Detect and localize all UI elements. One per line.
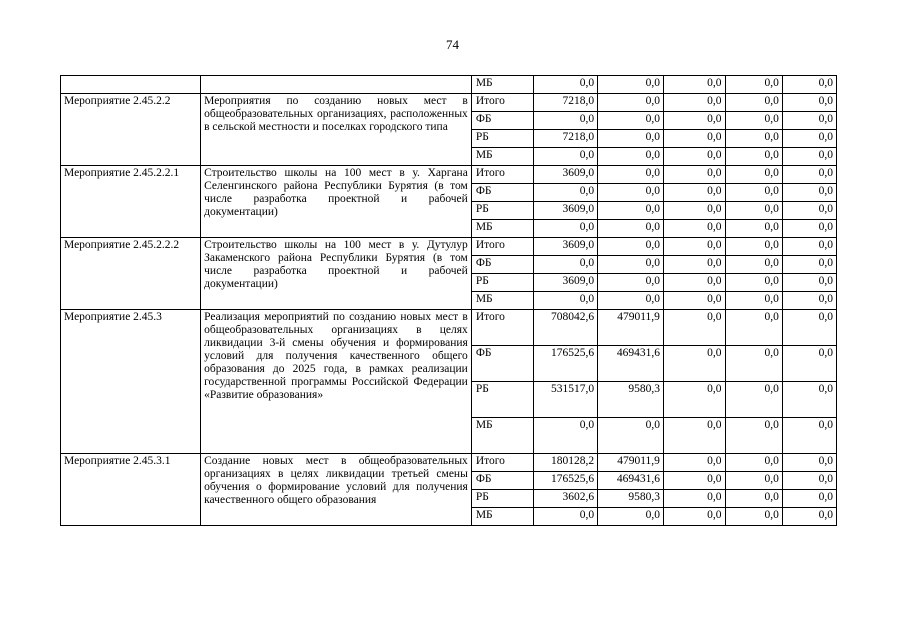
value-cell: 3602,6 bbox=[534, 490, 598, 508]
value-cell: 469431,6 bbox=[598, 472, 664, 490]
value-cell: 0,0 bbox=[598, 130, 664, 148]
value-cell: 0,0 bbox=[534, 292, 598, 310]
value-cell: 0,0 bbox=[725, 94, 782, 112]
value-cell: 0,0 bbox=[663, 202, 725, 220]
value-cell: 0,0 bbox=[663, 256, 725, 274]
value-cell: 0,0 bbox=[782, 508, 836, 526]
value-cell: 0,0 bbox=[725, 508, 782, 526]
table-body bbox=[61, 76, 837, 526]
measure-code: Мероприятие 2.45.3 bbox=[61, 310, 201, 454]
source-cell: ФБ bbox=[471, 112, 534, 130]
value-cell: 0,0 bbox=[663, 490, 725, 508]
value-cell: 0,0 bbox=[725, 292, 782, 310]
value-cell: 0,0 bbox=[663, 76, 725, 94]
value-cell: 0,0 bbox=[782, 184, 836, 202]
source-cell: МБ bbox=[471, 292, 534, 310]
value-cell: 0,0 bbox=[663, 112, 725, 130]
value-cell: 0,0 bbox=[725, 274, 782, 292]
value-cell: 0,0 bbox=[782, 310, 836, 346]
value-cell: 0,0 bbox=[725, 166, 782, 184]
value-cell: 0,0 bbox=[663, 184, 725, 202]
name-cell bbox=[201, 76, 472, 94]
source-cell: ФБ bbox=[471, 256, 534, 274]
value-cell: 0,0 bbox=[663, 346, 725, 382]
measure-name: Создание новых мест в общеобразовательных организациях в целях ликвидации третьей смены обучения о формирование условий для получения качественного общего образования bbox=[201, 454, 472, 526]
value-cell: 0,0 bbox=[663, 130, 725, 148]
value-cell: 0,0 bbox=[598, 238, 664, 256]
value-cell: 3609,0 bbox=[534, 274, 598, 292]
value-cell: 3609,0 bbox=[534, 202, 598, 220]
source-cell: РБ bbox=[471, 274, 534, 292]
value-cell: 0,0 bbox=[598, 274, 664, 292]
page-number: 74 bbox=[446, 37, 459, 52]
value-cell: 0,0 bbox=[725, 202, 782, 220]
source-cell: ФБ bbox=[471, 346, 534, 382]
value-cell: 0,0 bbox=[663, 472, 725, 490]
value-cell: 0,0 bbox=[534, 418, 598, 454]
measure-code: Мероприятие 2.45.3.1 bbox=[61, 454, 201, 526]
table-row bbox=[61, 76, 837, 94]
value-cell: 0,0 bbox=[725, 472, 782, 490]
value-cell: 0,0 bbox=[725, 256, 782, 274]
value-cell: 0,0 bbox=[663, 238, 725, 256]
value-cell: 0,0 bbox=[782, 202, 836, 220]
value-cell: 0,0 bbox=[598, 166, 664, 184]
measure-name: Реализация мероприятий по созданию новых мест в общеобразовательных организациях в целях ликвидации 3-й смены обучения и формирования условий для получения качественного общего образования до 2025 года, в рамках реализации государственной программы Российской Федерации «Развитие образования» bbox=[201, 310, 472, 454]
value-cell: 0,0 bbox=[725, 382, 782, 418]
value-cell: 0,0 bbox=[598, 148, 664, 166]
value-cell: 7218,0 bbox=[534, 130, 598, 148]
value-cell: 0,0 bbox=[598, 76, 664, 94]
table-row bbox=[61, 310, 837, 346]
source-cell: РБ bbox=[471, 130, 534, 148]
code-cell bbox=[61, 76, 201, 94]
value-cell: 0,0 bbox=[534, 184, 598, 202]
value-cell: 0,0 bbox=[663, 292, 725, 310]
value-cell: 0,0 bbox=[725, 238, 782, 256]
table-row bbox=[61, 454, 837, 472]
source-cell: МБ bbox=[471, 76, 534, 94]
value-cell: 0,0 bbox=[782, 166, 836, 184]
value-cell: 0,0 bbox=[598, 220, 664, 238]
source-cell: Итого bbox=[471, 94, 534, 112]
value-cell: 176525,6 bbox=[534, 346, 598, 382]
value-cell: 0,0 bbox=[598, 508, 664, 526]
value-cell: 0,0 bbox=[598, 94, 664, 112]
value-cell: 0,0 bbox=[598, 184, 664, 202]
measure-code: Мероприятие 2.45.2.2.1 bbox=[61, 166, 201, 238]
value-cell: 0,0 bbox=[725, 220, 782, 238]
source-cell: МБ bbox=[471, 418, 534, 454]
value-cell: 0,0 bbox=[534, 508, 598, 526]
value-cell: 0,0 bbox=[663, 508, 725, 526]
measure-code: Мероприятие 2.45.2.2 bbox=[61, 94, 201, 166]
value-cell: 0,0 bbox=[782, 472, 836, 490]
value-cell: 0,0 bbox=[534, 256, 598, 274]
value-cell: 3609,0 bbox=[534, 166, 598, 184]
value-cell: 0,0 bbox=[598, 256, 664, 274]
measure-name: Строительство школы на 100 мест в у. Дутулур Закаменского района Республики Бурятия (в том числе разработка проектной и рабочей документации) bbox=[201, 238, 472, 310]
value-cell: 7218,0 bbox=[534, 94, 598, 112]
value-cell: 0,0 bbox=[534, 148, 598, 166]
value-cell: 0,0 bbox=[782, 76, 836, 94]
budget-table bbox=[60, 75, 837, 526]
value-cell: 9580,3 bbox=[598, 382, 664, 418]
value-cell: 0,0 bbox=[725, 418, 782, 454]
table-row bbox=[61, 94, 837, 112]
value-cell: 0,0 bbox=[663, 382, 725, 418]
table-row bbox=[61, 238, 837, 256]
value-cell: 0,0 bbox=[663, 310, 725, 346]
measure-code: Мероприятие 2.45.2.2.2 bbox=[61, 238, 201, 310]
value-cell: 0,0 bbox=[598, 418, 664, 454]
value-cell: 0,0 bbox=[782, 220, 836, 238]
value-cell: 0,0 bbox=[782, 256, 836, 274]
value-cell: 0,0 bbox=[534, 112, 598, 130]
source-cell: ФБ bbox=[471, 472, 534, 490]
source-cell: РБ bbox=[471, 382, 534, 418]
value-cell: 0,0 bbox=[663, 148, 725, 166]
source-cell: МБ bbox=[471, 508, 534, 526]
value-cell: 3609,0 bbox=[534, 238, 598, 256]
measure-name: Строительство школы на 100 мест в у. Харгана Селенгинского района Республики Бурятия (в том числе разработка проектной и рабочей документации) bbox=[201, 166, 472, 238]
value-cell: 0,0 bbox=[725, 148, 782, 166]
value-cell: 0,0 bbox=[782, 490, 836, 508]
value-cell: 0,0 bbox=[782, 418, 836, 454]
value-cell: 531517,0 bbox=[534, 382, 598, 418]
value-cell: 0,0 bbox=[782, 274, 836, 292]
value-cell: 0,0 bbox=[598, 112, 664, 130]
value-cell: 0,0 bbox=[663, 274, 725, 292]
value-cell: 9580,3 bbox=[598, 490, 664, 508]
value-cell: 0,0 bbox=[663, 94, 725, 112]
source-cell: Итого bbox=[471, 454, 534, 472]
value-cell: 0,0 bbox=[663, 220, 725, 238]
value-cell: 0,0 bbox=[598, 292, 664, 310]
value-cell: 0,0 bbox=[663, 454, 725, 472]
value-cell: 0,0 bbox=[725, 130, 782, 148]
value-cell: 0,0 bbox=[782, 292, 836, 310]
value-cell: 0,0 bbox=[782, 346, 836, 382]
value-cell: 0,0 bbox=[534, 76, 598, 94]
value-cell: 708042,6 bbox=[534, 310, 598, 346]
value-cell: 0,0 bbox=[725, 184, 782, 202]
source-cell: РБ bbox=[471, 490, 534, 508]
value-cell: 0,0 bbox=[663, 418, 725, 454]
source-cell: Итого bbox=[471, 166, 534, 184]
value-cell: 0,0 bbox=[725, 76, 782, 94]
value-cell: 0,0 bbox=[725, 310, 782, 346]
value-cell: 0,0 bbox=[598, 202, 664, 220]
measure-name: Мероприятия по созданию новых мест в общеобразовательных организациях, расположенных в сельской местности и поселках городского типа bbox=[201, 94, 472, 166]
value-cell: 479011,9 bbox=[598, 454, 664, 472]
value-cell: 176525,6 bbox=[534, 472, 598, 490]
value-cell: 0,0 bbox=[725, 112, 782, 130]
value-cell: 0,0 bbox=[782, 130, 836, 148]
source-cell: Итого bbox=[471, 238, 534, 256]
value-cell: 180128,2 bbox=[534, 454, 598, 472]
table-row bbox=[61, 166, 837, 184]
source-cell: Итого bbox=[471, 310, 534, 346]
value-cell: 0,0 bbox=[782, 454, 836, 472]
value-cell: 0,0 bbox=[782, 94, 836, 112]
value-cell: 0,0 bbox=[725, 490, 782, 508]
value-cell: 469431,6 bbox=[598, 346, 664, 382]
source-cell: МБ bbox=[471, 220, 534, 238]
value-cell: 0,0 bbox=[663, 166, 725, 184]
source-cell: РБ bbox=[471, 202, 534, 220]
value-cell: 0,0 bbox=[782, 238, 836, 256]
value-cell: 0,0 bbox=[725, 346, 782, 382]
source-cell: МБ bbox=[471, 148, 534, 166]
value-cell: 0,0 bbox=[725, 454, 782, 472]
value-cell: 0,0 bbox=[782, 148, 836, 166]
source-cell: ФБ bbox=[471, 184, 534, 202]
value-cell: 0,0 bbox=[782, 382, 836, 418]
value-cell: 0,0 bbox=[782, 112, 836, 130]
value-cell: 479011,9 bbox=[598, 310, 664, 346]
value-cell: 0,0 bbox=[534, 220, 598, 238]
